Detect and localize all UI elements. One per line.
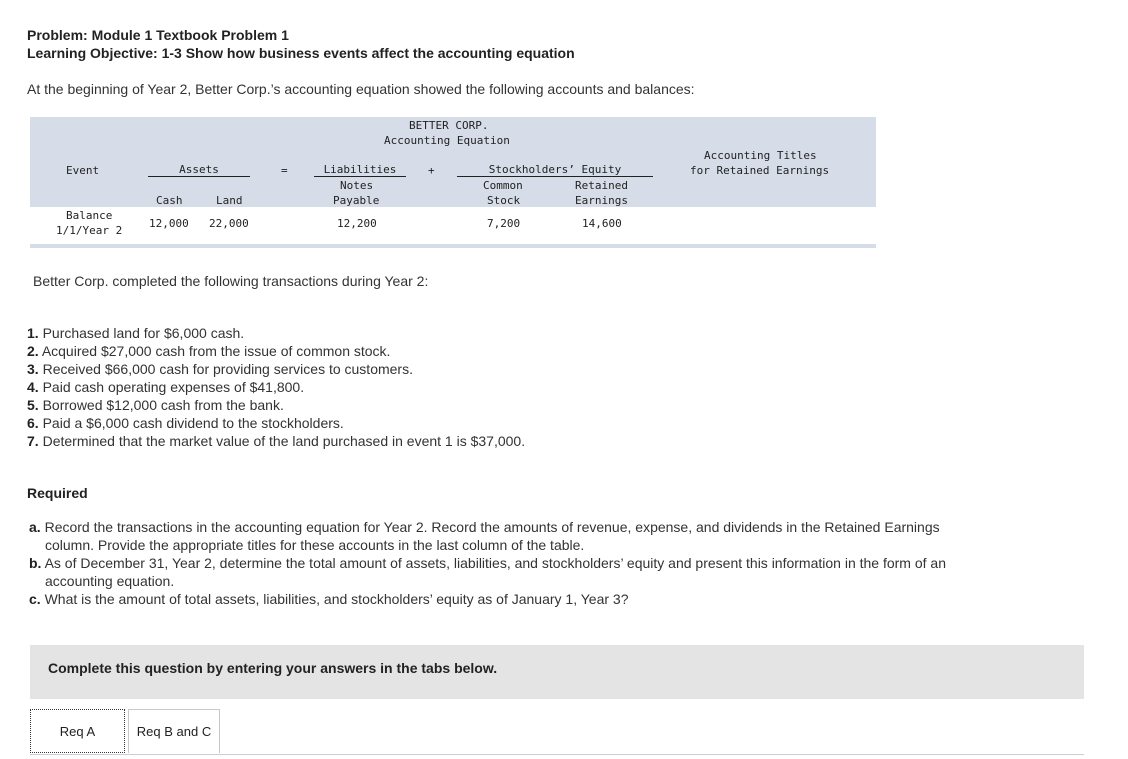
balance-common-stock: 7,200 [487, 217, 521, 230]
instruction-text: Complete this question by entering your answers in the tabs below. [48, 660, 498, 676]
titles-header-line2: for Retained Earnings [690, 164, 830, 177]
balance-land: 22,000 [209, 217, 249, 230]
tab-req-a[interactable]: Req A [30, 709, 125, 753]
equity-header: Stockholders’ Equity [457, 163, 653, 177]
table-bottom-rule [30, 244, 876, 248]
transaction-item: 6. Paid a $6,000 cash dividend to the stockholders. [27, 415, 344, 431]
common-header-line2: Stock [487, 194, 521, 207]
required-item-b: b. As of December 31, Year 2, determine the total amount of assets, liabilities, and stockholders’ equity and present this information in the form of an accounting equation. [29, 555, 946, 589]
titles-header-line1: Accounting Titles [704, 149, 817, 162]
required-item-a: a. Record the transactions in the accounting equation for Year 2. Record the amounts of revenue, expense, and dividends in the Retained Earnings column. Provide the appropriate titles for these accounts in the last column of the table. [29, 519, 940, 553]
land-header: Land [216, 194, 243, 207]
transaction-item: 7. Determined that the market value of the land purchased in event 1 is $37,000. [27, 433, 526, 449]
required-heading: Required [27, 485, 88, 501]
transaction-item: 2. Acquired $27,000 cash from the issue of common stock. [27, 343, 391, 359]
common-header-line1: Common [483, 179, 523, 192]
retained-header-line2: Earnings [575, 194, 628, 207]
intro-text: At the beginning of Year 2, Better Corp.’s accounting equation showed the following accounts and balances: [27, 81, 695, 97]
transaction-item: 1. Purchased land for $6,000 cash. [27, 325, 245, 341]
tab-baseline [30, 754, 1084, 755]
retained-header-line1: Retained [575, 179, 628, 192]
balance-cash: 12,000 [149, 217, 189, 230]
liabilities-header: Liabilities [314, 163, 406, 177]
assets-header: Assets [148, 163, 250, 177]
balance-label-line1: Balance [66, 209, 113, 222]
cash-header: Cash [156, 194, 183, 207]
equals-sign: = [281, 164, 288, 177]
transaction-item: 5. Borrowed $12,000 cash from the bank. [27, 397, 284, 413]
transactions-intro: Better Corp. completed the following transactions during Year 2: [33, 273, 429, 289]
notes-header-line2: Payable [333, 194, 380, 207]
company-name: BETTER CORP. [409, 119, 489, 132]
notes-header-line1: Notes [340, 179, 374, 192]
plus-sign: + [428, 164, 435, 177]
learning-objective: Learning Objective: 1-3 Show how business events affect the accounting equation [27, 45, 575, 61]
balance-retained-earnings: 14,600 [582, 217, 622, 230]
required-item-c: c. What is the amount of total assets, liabilities, and stockholders’ equity as of January 1, Year 3? [29, 591, 629, 607]
tab-req-b-and-c[interactable]: Req B and C [128, 709, 220, 753]
problem-title: Problem: Module 1 Textbook Problem 1 [27, 27, 289, 43]
table-subtitle: Accounting Equation [384, 134, 510, 147]
balance-label-line2: 1/1/Year 2 [56, 224, 123, 237]
event-header: Event [66, 164, 100, 177]
transaction-item: 4. Paid cash operating expenses of $41,800. [27, 379, 305, 395]
balance-notes-payable: 12,200 [337, 217, 377, 230]
transaction-item: 3. Received $66,000 cash for providing services to customers. [27, 361, 413, 377]
